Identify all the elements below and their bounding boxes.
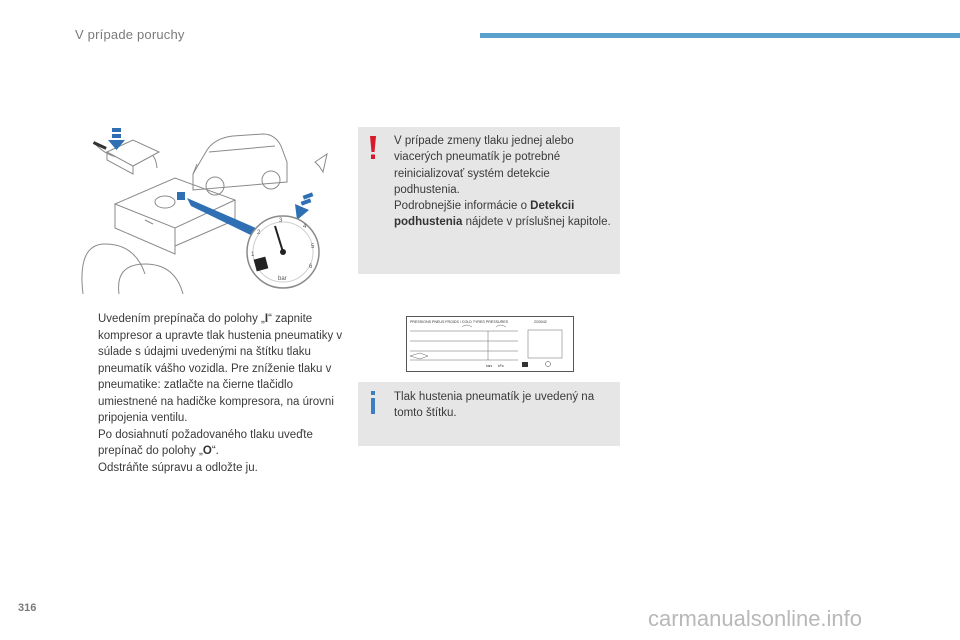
page-header-title: V prípade poruchy	[75, 27, 185, 42]
warning-box	[358, 127, 620, 274]
info-box	[358, 382, 620, 446]
svg-text:4: 4	[303, 224, 307, 230]
page-number: 316	[18, 602, 37, 614]
instruction-item: Po dosiahnutí požadovaného tlaku uveďte prepínač do polohy „O“.	[98, 428, 313, 457]
label-heading: PRESSIONS PNEUS FROIDS / COLD TYRES PRESSURES	[410, 320, 508, 324]
instruction-item: Uvedením prepínača do polohy „I“ zapnite kompresor a upravte tlak hustenia pneumatiky v súlade s údajmi uvedenými na štítku tlaku pneumatík vášho vozidla. Pre zníženie tlaku v pneumatike: zatlačte na čierne tlačidlo umiestnené na hadičke kompresora, na úrovni pripojenia ventilu.	[98, 313, 343, 424]
svg-text:3: 3	[279, 218, 283, 224]
svg-text:5: 5	[311, 244, 315, 250]
label-units-kpa: kPa	[498, 364, 504, 368]
svg-text:1: 1	[251, 252, 255, 258]
svg-text:6: 6	[309, 264, 313, 270]
label-code: 2G0042	[534, 320, 547, 324]
info-icon	[368, 391, 378, 415]
tyre-pressure-label-image	[406, 316, 574, 372]
instruction-list	[75, 311, 345, 476]
header-accent-bar	[480, 33, 960, 38]
exclamation-icon	[368, 136, 378, 160]
compressor-illustration	[75, 124, 337, 296]
gauge-unit: bar	[278, 276, 287, 282]
instruction-item: Odstráňte súpravu a odložte ju.	[98, 461, 258, 474]
label-units-bars: bars	[486, 364, 493, 368]
watermark: carmanualsonline.info	[648, 606, 863, 631]
svg-text:2: 2	[257, 230, 261, 236]
label-small-icon	[522, 362, 528, 367]
warning-text: V prípade zmeny tlaku jednej alebo viacerých pneumatík je potrebné reinicializovať systém detekcie podhustenia. Podrobnejšie informácie o Detekcii podhustenia nájdete v príslušnej kapitole.	[394, 135, 611, 229]
info-text: Tlak hustenia pneumatík je uvedený na tomto štítku.	[394, 391, 595, 420]
